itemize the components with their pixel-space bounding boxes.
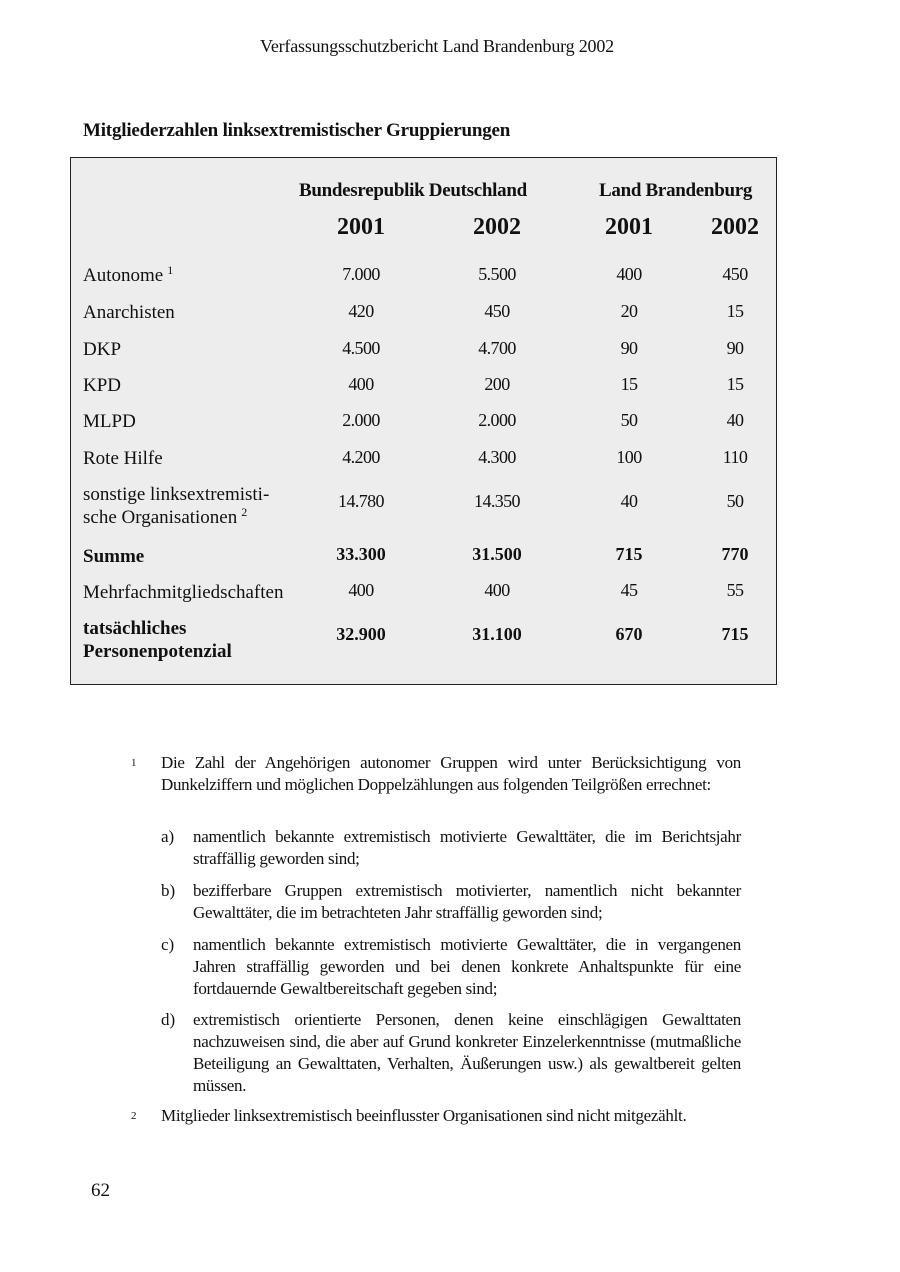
year-brd-2001: 2001 — [337, 214, 385, 240]
cell-mlpd-bb-2001: 50 — [620, 410, 638, 430]
cell-dkp-bb-2002: 90 — [726, 338, 744, 358]
row-label-rote-hilfe: Rote Hilfe — [83, 448, 163, 469]
year-bb-2002: 2002 — [711, 214, 759, 240]
cell-summe-brd-2002: 31.500 — [472, 544, 522, 564]
item-a-mark: a) — [161, 827, 175, 846]
cell-kpd-bb-2002: 15 — [726, 374, 744, 394]
footnote-1-text: Die Zahl der Angehörigen autonomer Gruppen wird unter Berücksichtigung von Dunkelziffern und möglichen Doppelzählungen aus folgenden Teilgrößen errechnet: — [161, 753, 741, 794]
cell-mlpd-bb-2002: 40 — [726, 410, 744, 430]
cell-autonome-brd-2001: 7.000 — [342, 264, 380, 284]
item-c-text: namentlich bekannte extremistisch motivierte Gewalttäter, die in vergangenen Jahren straffällig geworden und bei denen konkrete Anhaltspunkte für eine fortdauernde Gewaltbereitschaft gegeben sind; — [193, 935, 741, 998]
cell-dkp-brd-2001: 4.500 — [342, 338, 380, 358]
cell-mehrfach-bb-2001: 45 — [620, 580, 638, 600]
item-a-text: namentlich bekannte extremistisch motivierte Gewalttäter, die im Berichtsjahr straffällig geworden sind; — [193, 827, 741, 868]
cell-summe-brd-2001: 33.300 — [336, 544, 386, 564]
item-d-text: extremistisch orientierte Personen, denen keine einschlägigen Gewalttaten nachzuweisen sind, die aber auf Grund konkreter Einzelerkenntnisse (mutmaßliche Beteiligung an Gewalttaten, Verhalten, Äußerungen usw.) als gewaltbereit gelten müssen. — [193, 1010, 741, 1095]
cell-dkp-brd-2002: 4.700 — [478, 338, 516, 358]
cell-sonstige-brd-2001: 14.780 — [338, 491, 384, 511]
cell-rote-hilfe-bb-2002: 110 — [722, 447, 748, 467]
cell-anarchisten-brd-2002: 450 — [484, 301, 510, 321]
footnote-1-mark: 1 — [131, 757, 137, 769]
row-label-mehrfachmitgliedschaften: Mehrfachmitgliedschaften — [83, 582, 284, 603]
item-b-text: bezifferbare Gruppen extremistisch motivierter, namentlich nicht bekannter Gewalttäter, die im betrachteten Jahr straffällig geworden sind; — [193, 881, 741, 922]
footnote-ref-1: 1 — [167, 262, 174, 277]
cell-rote-hilfe-brd-2002: 4.300 — [478, 447, 516, 467]
row-label-dkp: DKP — [83, 339, 122, 360]
membership-table — [70, 157, 777, 685]
row-label-sonstige: sonstige linksextremisti- sche Organisationen $^2$ — [83, 484, 270, 528]
cell-anarchisten-bb-2002: 15 — [726, 301, 744, 321]
cell-mlpd-brd-2001: 2.000 — [342, 410, 380, 430]
item-b-mark: b) — [161, 881, 176, 900]
year-bb-2001: 2001 — [605, 214, 653, 240]
item-c-mark: c) — [161, 935, 175, 954]
footnote-2-mark: 2 — [131, 1110, 137, 1122]
cell-sonstige-bb-2001: 40 — [620, 491, 638, 511]
cell-kpd-brd-2002: 200 — [484, 374, 510, 394]
cell-anarchisten-brd-2001: 420 — [348, 301, 374, 321]
footnote-ref-2: 2 — [241, 504, 248, 519]
row-label-personenpotenzial: tatsächliches Personenpotenzial — [83, 618, 232, 662]
cell-rote-hilfe-brd-2001: 4.200 — [342, 447, 380, 467]
cell-autonome-bb-2002: 450 — [722, 264, 748, 284]
cell-mehrfach-brd-2002: 400 — [484, 580, 510, 600]
cell-dkp-bb-2001: 90 — [620, 338, 638, 358]
cell-autonome-brd-2002: 5.500 — [478, 264, 516, 284]
cell-potenzial-bb-2002: 715 — [721, 624, 749, 644]
cell-sonstige-bb-2002: 50 — [726, 491, 744, 511]
cell-anarchisten-bb-2001: 20 — [620, 301, 638, 321]
cell-mehrfach-brd-2001: 400 — [348, 580, 374, 600]
row-label-anarchisten: Anarchisten — [83, 302, 175, 323]
cell-potenzial-bb-2001: 670 — [615, 624, 643, 644]
cell-kpd-bb-2001: 15 — [620, 374, 638, 394]
row-label-mlpd: MLPD — [83, 411, 136, 432]
cell-mlpd-brd-2002: 2.000 — [478, 410, 516, 430]
item-d-mark: d) — [161, 1010, 176, 1029]
header-bundesrepublik: Bundesrepublik Deutschland — [299, 180, 527, 201]
row-label-kpd: KPD — [83, 375, 122, 396]
page-number: 62 — [91, 1180, 110, 1201]
year-brd-2002: 2002 — [473, 214, 521, 240]
cell-potenzial-brd-2002: 31.100 — [472, 624, 522, 644]
cell-sonstige-brd-2002: 14.350 — [474, 491, 520, 511]
cell-autonome-bb-2001: 400 — [616, 264, 642, 284]
cell-kpd-brd-2001: 400 — [348, 374, 374, 394]
row-label-summe: Summe — [83, 546, 145, 567]
running-head: Verfassungsschutzbericht Land Brandenburg 2002 — [260, 36, 614, 56]
table-title: Mitgliederzahlen linksextremistischer Gruppierungen — [83, 120, 511, 141]
cell-rote-hilfe-bb-2001: 100 — [616, 447, 642, 467]
footnote-2-text: Mitglieder linksextremistisch beeinflusster Organisationen sind nicht mitgezählt. — [161, 1106, 687, 1125]
cell-potenzial-brd-2001: 32.900 — [336, 624, 386, 644]
cell-mehrfach-bb-2002: 55 — [726, 580, 744, 600]
header-brandenburg: Land Brandenburg — [599, 180, 753, 201]
cell-summe-bb-2001: 715 — [615, 544, 643, 564]
row-label-autonome: Autonome $^1$ — [83, 262, 174, 286]
cell-summe-bb-2002: 770 — [721, 544, 749, 564]
